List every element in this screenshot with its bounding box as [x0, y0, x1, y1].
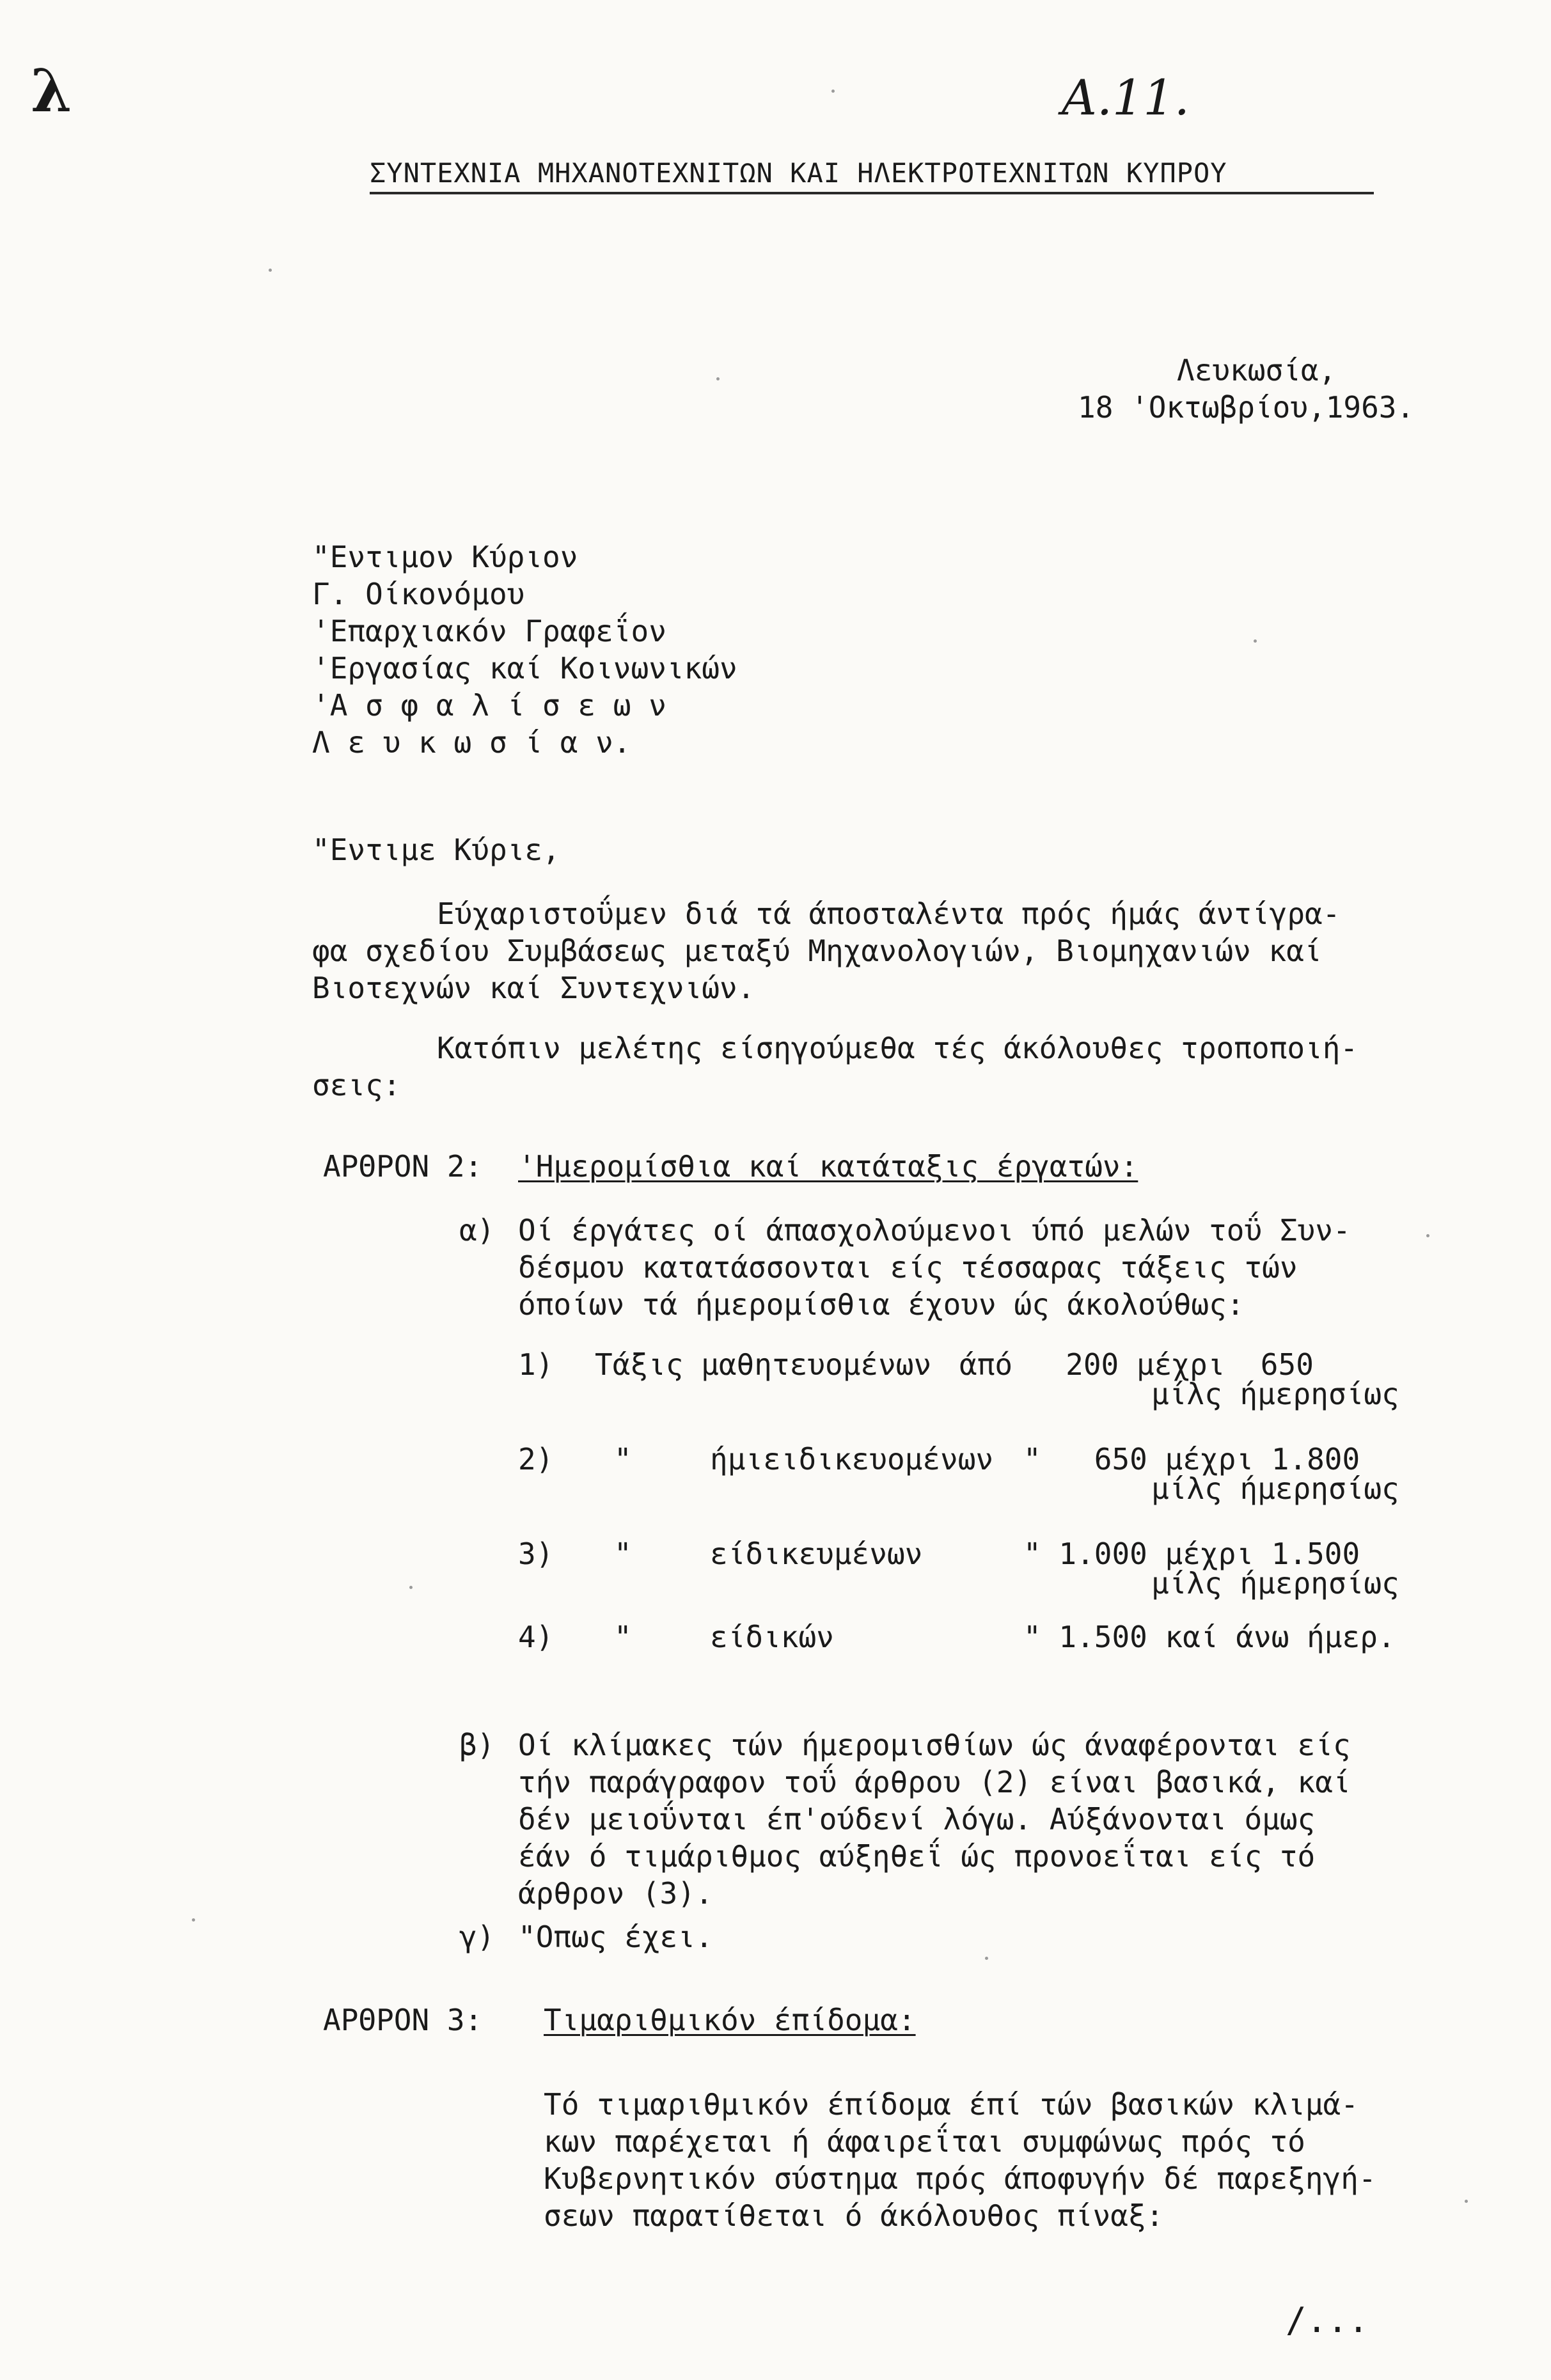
article-3-text	[544, 2086, 1376, 2234]
scan-speck	[1254, 639, 1257, 643]
paragraph-line: Εύχαριστοΰμεν διά τά άποσταλέντα πρός ήμάς άντίγρα-	[437, 896, 1341, 931]
paragraph-line: δέσμου κατατάσσονται είς τέσσαρας τάξεις τών	[518, 1250, 1298, 1285]
class-ditto: "	[614, 1537, 632, 1571]
class-ditto: "	[614, 1442, 632, 1476]
paragraph-line: Οί κλίμακες τών ήμερομισθίων ώς άναφέρονται είς	[518, 1728, 1351, 1762]
paragraph-line: Τό τιμαριθμικόν έπίδομα έπί τών βασικών κλιμά-	[544, 2087, 1358, 2122]
article-2-heading: 'Ημερομίσθια καί κατάταξις έργατών:	[518, 1149, 1138, 1184]
addressee-line: 'Α σ φ α λ ί σ ε ω ν	[312, 688, 666, 723]
class-number: 2)	[518, 1442, 554, 1476]
paragraph-line: σεις:	[312, 1068, 401, 1102]
article-2-b-text	[518, 1726, 1351, 1912]
scan-speck	[1426, 1234, 1429, 1237]
addressee-line: 'Εργασίας καί Κοινωνικών	[312, 651, 737, 685]
addressee-line: "Εντιμον Κύριον	[312, 540, 578, 574]
class-name: είδικών	[710, 1620, 834, 1654]
scan-speck	[1465, 2200, 1468, 2203]
article-2-c-text: "Οπως έχει.	[518, 1920, 713, 1954]
paragraph-line: δέν μειοΰνται έπ'ούδενί λόγω. Αύξάνονται όμως	[518, 1802, 1316, 1836]
addressee-line: Λ ε υ κ ω σ ί α ν.	[312, 725, 631, 760]
date-line: 18 'Οκτωβρίου,1963.	[1078, 390, 1415, 425]
article-2-a-label: α)	[459, 1213, 495, 1248]
date-city: Λευκωσία,	[1177, 353, 1337, 388]
class-ditto: "	[614, 1620, 632, 1654]
class-unit: μίλς ήμερησίως	[1151, 1471, 1399, 1506]
class-range: άπό 200 μέχρι 650	[959, 1347, 1314, 1382]
paragraph-line: τήν παράγραφον τοΰ άρθρου (2) είναι βασικά, καί	[518, 1765, 1351, 1799]
class-range: " 1.000 μέχρι 1.500	[1023, 1537, 1360, 1571]
article-2-a-text	[518, 1212, 1351, 1323]
class-number: 1)	[518, 1347, 554, 1382]
article-3-label: ΑΡΘΡΟΝ 3:	[323, 2003, 483, 2037]
addressee-line: 'Επαρχιακόν Γραφεΐον	[312, 614, 666, 648]
wage-class-list	[518, 1346, 1445, 1679]
addressee-line: Γ. Οίκονόμου	[312, 577, 525, 611]
page-mark: A.11.	[1062, 69, 1190, 126]
scan-speck	[831, 90, 835, 93]
paragraph-line: άρθρον (3).	[518, 1876, 713, 1911]
paragraph-line: Βιοτεχνών καί Συντεχνιών.	[312, 971, 755, 1005]
corner-handwritten-mark: λ	[31, 56, 72, 125]
class-range: " 1.500 καί άνω ήμερ.	[1023, 1620, 1396, 1654]
article-2-c-label: γ)	[459, 1920, 495, 1954]
class-unit: μίλς ήμερησίως	[1151, 1566, 1399, 1601]
addressee-block	[312, 538, 737, 761]
class-number: 4)	[518, 1620, 554, 1654]
continuation-mark: /...	[1286, 2300, 1369, 2340]
class-name: ήμιειδικευομένων	[710, 1442, 994, 1476]
scan-speck	[192, 1918, 195, 1922]
body-paragraph-1	[312, 895, 1340, 1006]
salutation: "Εντιμε Κύριε,	[312, 833, 560, 867]
paragraph-line: Οί έργάτες οί άπασχολούμενοι ύπό μελών τοΰ Συν-	[518, 1213, 1351, 1248]
paragraph-line: κων παρέχεται ή άφαιρεΐται συμφώνως πρός τό	[544, 2124, 1305, 2159]
paragraph-line: φα σχεδίου Συμβάσεως μεταξύ Μηχανολογιών, Βιομηχανιών καί	[312, 934, 1322, 968]
scan-speck	[985, 1957, 988, 1960]
class-range: " 650 μέχρι 1.800	[1023, 1442, 1360, 1476]
class-number: 3)	[518, 1537, 554, 1571]
body-paragraph-2	[312, 1030, 1358, 1104]
paragraph-line: Κατόπιν μελέτης είσηγούμεθα τές άκόλουθες τροποποιή-	[437, 1031, 1358, 1065]
letterhead-underline	[370, 192, 1374, 194]
scan-speck	[716, 377, 720, 380]
class-unit: μίλς ήμερησίως	[1151, 1377, 1399, 1411]
article-2-b-label: β)	[459, 1728, 495, 1762]
paragraph-line: όποίων τά ήμερομίσθια έχουν ώς άκολούθως:	[518, 1287, 1245, 1322]
paragraph-line: Κυβερνητικόν σύστημα πρός άποφυγήν δέ παρεξηγή-	[544, 2161, 1376, 2196]
letterhead-title: ΣΥΝΤΕΧΝΙΑ ΜΗΧΑΝΟΤΕΧΝΙΤΩΝ ΚΑΙ ΗΛΕΚΤΡΟΤΕΧΝΙΤΩΝ ΚΥΠΡΟΥ	[370, 157, 1227, 189]
paragraph-line: σεων παρατίθεται ό άκόλουθος πίναξ:	[544, 2198, 1164, 2233]
class-name: Τάξις μαθητευομένων	[595, 1347, 932, 1382]
class-name: είδικευμένων	[710, 1537, 923, 1571]
paragraph-line: έάν ό τιμάριθμος αύξηθεΐ ώς προνοεΐται είς τό	[518, 1839, 1316, 1874]
scan-speck	[269, 269, 272, 272]
article-2-label: ΑΡΘΡΟΝ 2:	[323, 1149, 483, 1184]
article-3-heading: Τιμαριθμικόν έπίδομα:	[544, 2003, 916, 2037]
scan-speck	[409, 1586, 413, 1589]
